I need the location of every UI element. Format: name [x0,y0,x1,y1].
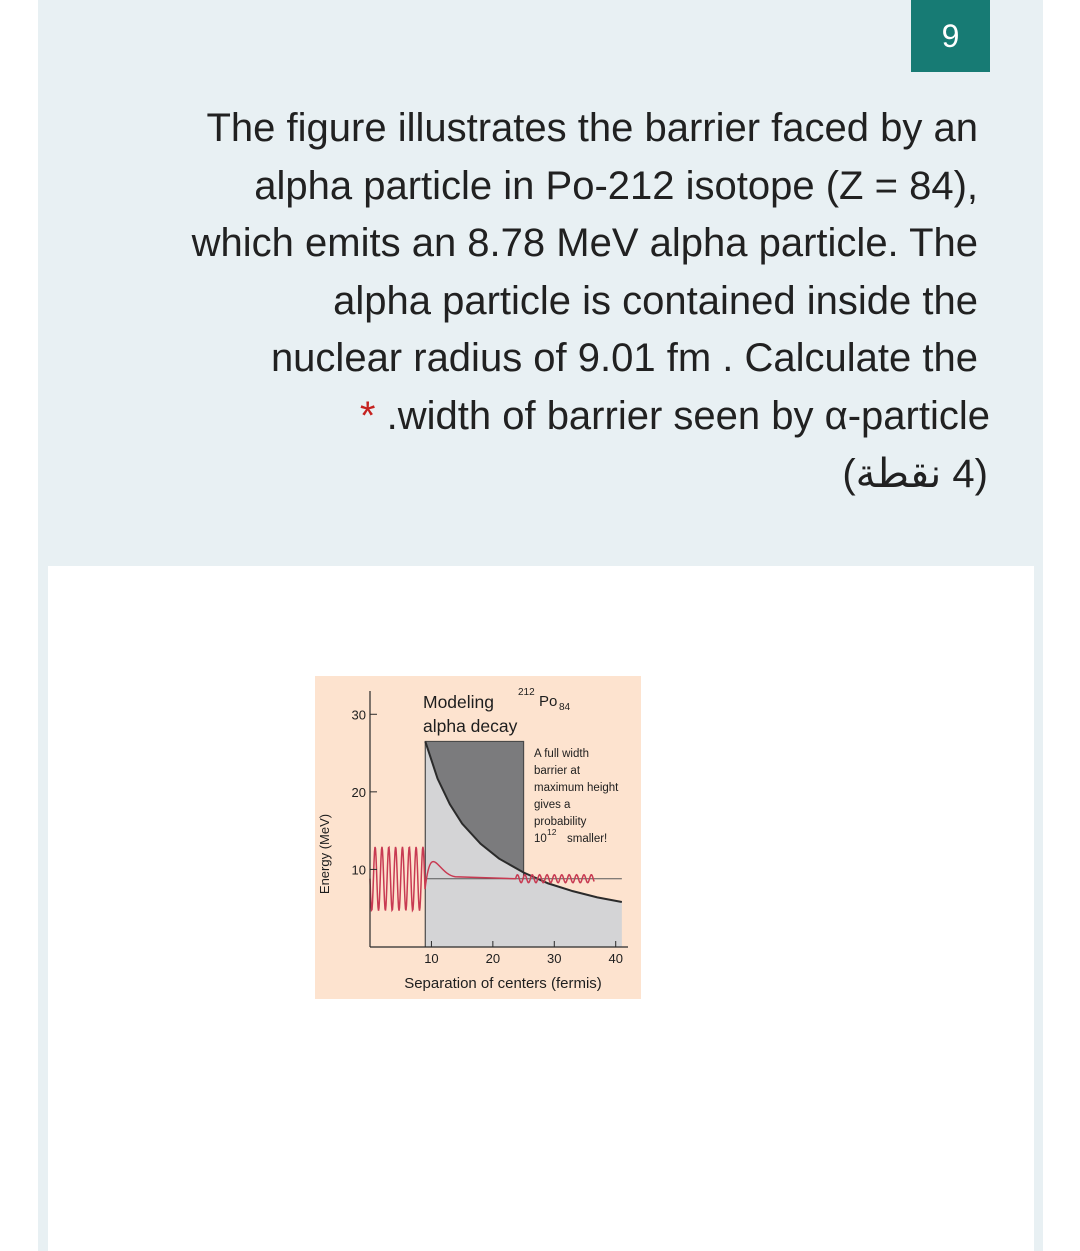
figure-title-line1: Modeling [423,692,495,712]
note-line: maximum height [534,782,619,794]
isotope-mass-number: 212 [518,687,535,698]
alpha-decay-chart [315,676,641,999]
isotope-atomic-number: 84 [559,702,571,713]
note-line: probability [534,816,587,828]
question-image-area [48,566,1034,1251]
note-line: A full width [534,748,589,760]
required-marker: * [359,393,376,438]
x-tick-label: 30 [547,951,562,966]
x-tick-label: 20 [485,951,501,966]
x-tick-label: 10 [424,951,439,966]
question-text [98,100,990,446]
points-label: (4 نقطة) [842,452,988,496]
y-tick-label: 30 [351,707,366,723]
question-line: The figure illustrates the barrier faced by an [206,106,978,150]
question-line: alpha particle in Po-212 isotope (Z = 84), [254,163,978,208]
x-axis-label: Separation of centers (fermis) [404,975,602,992]
note-line: gives a [534,799,571,811]
note-power-base: 10 [534,833,547,845]
question-card [38,0,1043,1251]
note-line: barrier at [534,765,581,777]
question-line: which emits an 8.78 MeV alpha particle. The [191,221,978,266]
question-last-line [98,388,990,446]
alpha-decay-figure [315,676,641,999]
question-line: alpha particle is contained inside the [333,278,978,323]
question-line: .width of barrier seen by α-particle [386,393,990,438]
y-tick-label: 10 [351,862,366,878]
figure-title-line2: alpha decay [423,716,518,736]
note-power-suffix: smaller! [567,833,608,845]
question-line: nuclear radius of 9.01 fm . Calculate the [270,336,978,381]
y-axis-label: Energy (MeV) [317,813,332,895]
question-number-badge: 9 [911,0,990,72]
x-tick-label: 40 [608,951,623,966]
isotope-symbol: Po [539,693,558,710]
y-tick-label: 20 [351,784,366,800]
note-power-exponent: 12 [547,827,557,837]
